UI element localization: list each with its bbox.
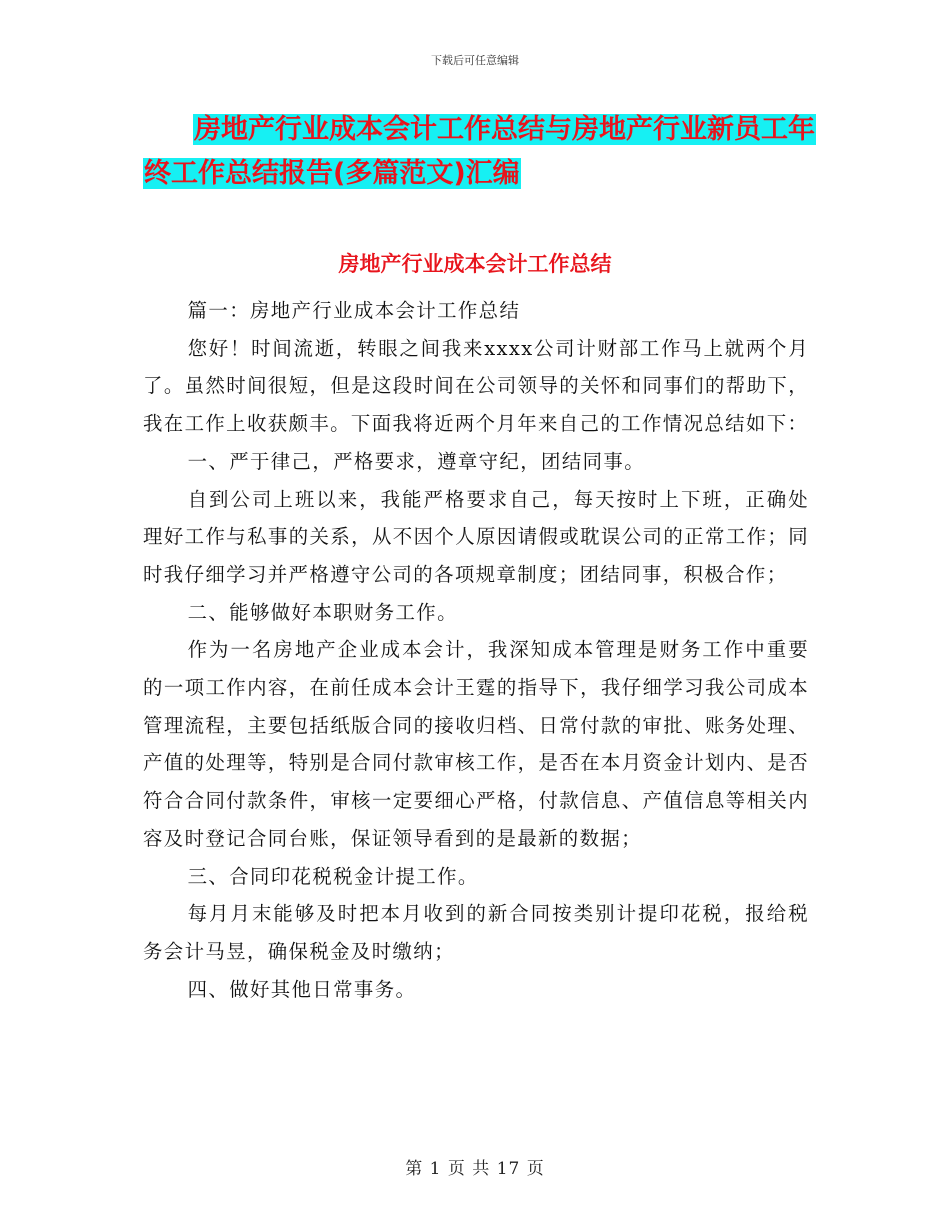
document-title-text-2: 终工作总结报告(多篇范文)汇编	[144, 158, 520, 189]
paragraph-heading-4: 四、做好其他日常事务。	[187, 977, 417, 1001]
paragraph-chapter-title: 篇一：房地产行业成本会计工作总结	[187, 299, 521, 322]
document-title-text-1: 房地产行业成本会计工作总结与房地产行业新员工年	[194, 114, 815, 145]
section-heading: 房地产行业成本会计工作总结	[338, 252, 612, 276]
document-title-line-1	[143, 110, 833, 150]
paragraph-heading-1: 一、严于律己，严格要求，遵章守纪，团结同事。	[187, 449, 646, 473]
paragraph-cost-accounting: 作为一名房地产企业成本会计，我深知成本管理是财务工作中重要的一项工作内容，在前任成本会计王霆的指导下，我仔细学习我公司成本管理流程，主要包括纸版合同的接收归档、日常付款的审批、账务处理、产值的处理等，特别是合同付款审核工作，是否在本月资金计划内、是否符合合同付款条件，审核一定要细心严格，付款信息、产值信息等相关内容及时登记合同台账，保证领导看到的是最新的数据；	[143, 638, 809, 850]
paragraph-intro: 您好！时间流逝，转眼之间我来xxxx公司计财部工作马上就两个月了。虽然时间很短，但是这段时间在公司领导的关怀和同事们的帮助下，我在工作上收获颇丰。下面我将近两个月年来自己的工作情况总结如下：	[143, 336, 809, 436]
header-note: 下载后可任意编辑	[431, 54, 519, 67]
paragraph-heading-2: 二、能够做好本职财务工作。	[187, 600, 458, 624]
paragraph-discipline: 自到公司上班以来，我能严格要求自己，每天按时上下班，正确处理好工作与私事的关系，从不因个人原因请假或耽误公司的正常工作；同时我仔细学习并严格遵守公司的各项规章制度；团结同事，积极合作；	[143, 487, 809, 586]
document-body	[143, 292, 809, 1008]
paragraph-stamp-tax: 每月月末能够及时把本月收到的新合同按类别计提印花税，报给税务会计马昱，确保税金及时缴纳；	[143, 902, 809, 963]
paragraph-heading-3: 三、合同印花税税金计提工作。	[187, 864, 479, 888]
page-number-footer: 第 1 页 共 17 页	[405, 1159, 545, 1179]
document-title-line-2	[143, 154, 833, 194]
